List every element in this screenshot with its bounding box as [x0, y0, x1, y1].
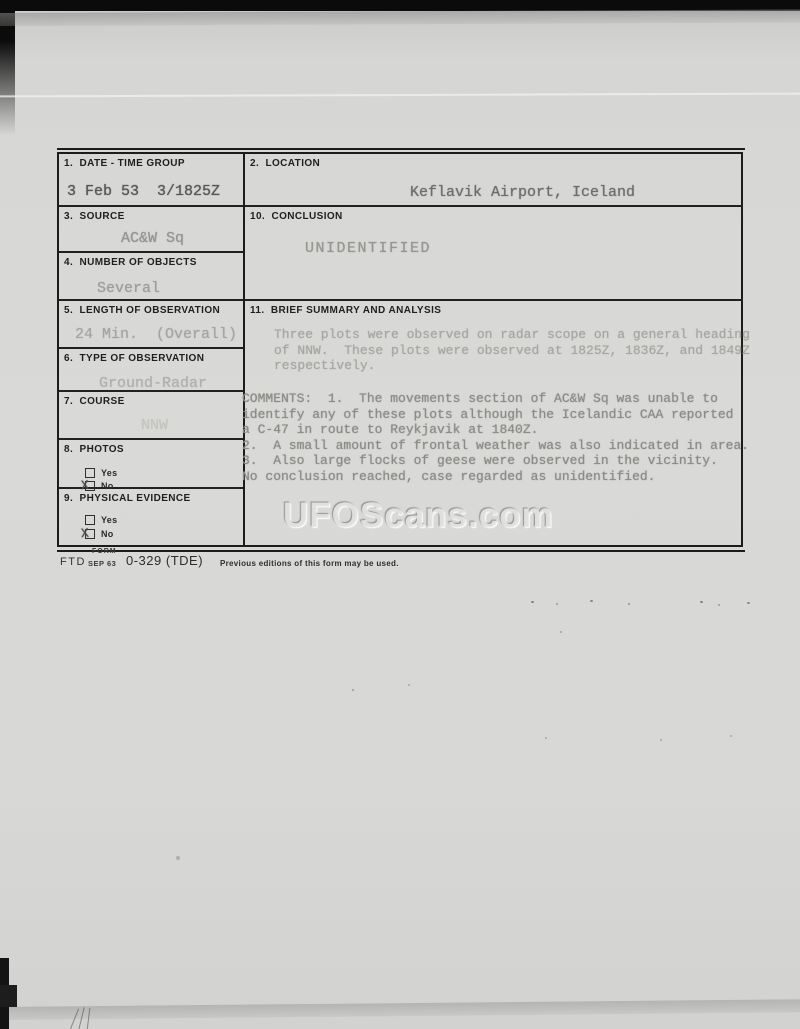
- ufo-report-form: [57, 152, 750, 547]
- physical-evidence-no-x-mark: X: [80, 525, 90, 542]
- physical-evidence-yes-label: Yes: [101, 514, 118, 525]
- field-length-of-observation-value: 24 Min. (Overall): [75, 326, 238, 343]
- field-conclusion-label: 10. CONCLUSION: [250, 211, 343, 222]
- field-source: [59, 207, 243, 253]
- field-conclusion: [245, 207, 743, 301]
- field-length-of-observation-label: 5. LENGTH OF OBSERVATION: [64, 305, 221, 316]
- dust-speck: [730, 735, 732, 737]
- field-date-time-group: [59, 154, 243, 207]
- comments-paragraph: [242, 391, 749, 485]
- paper-edge-seam: [0, 93, 800, 98]
- field-number-of-objects-value: Several: [97, 280, 161, 297]
- physical-evidence-yes-checkbox: [85, 515, 95, 525]
- dust-speck: [176, 856, 180, 860]
- field-physical-evidence: [59, 489, 243, 545]
- dust-speck: [408, 684, 410, 686]
- field-source-label: 3. SOURCE: [64, 211, 125, 222]
- photos-no-row: [80, 477, 114, 494]
- footer-form-word: FORM: [92, 548, 117, 555]
- dust-speck: [628, 603, 630, 605]
- dust-speck: [700, 601, 703, 603]
- comments-line: a C-47 in route to Reykjavik at 1840Z.: [242, 422, 539, 438]
- field-location: [245, 154, 743, 207]
- comments-line: No conclusion reached, case regarded as unidentified.: [242, 468, 656, 484]
- field-photos-label: 8. PHOTOS: [64, 444, 124, 455]
- summary-line: respectively.: [274, 358, 376, 373]
- comments-line: COMMENTS: 1. The movements section of AC&W Sq was unable to: [242, 391, 718, 406]
- field-location-value: Keflavik Airport, Iceland: [410, 184, 636, 201]
- table-border-line: [57, 148, 745, 150]
- ufoscans-watermark: UFOScans.com: [283, 496, 554, 535]
- photos-no-label: No: [101, 480, 114, 491]
- field-location-label: 2. LOCATION: [250, 158, 321, 169]
- dust-speck: [718, 604, 720, 606]
- dust-speck: [545, 737, 547, 739]
- physical-evidence-no-checkbox: [80, 525, 95, 542]
- field-brief-summary-label: 11. BRIEF SUMMARY AND ANALYSIS: [250, 305, 442, 316]
- field-type-of-observation: [59, 349, 243, 392]
- photos-yes-row: [85, 464, 117, 476]
- comments-line: identify any of these plots although the Icelandic CAA reported: [242, 406, 734, 422]
- comments-line: 2. A small amount of frontal weather was also indicated in area.: [242, 437, 750, 453]
- dust-speck: [560, 631, 562, 633]
- field-date-time-group-label: 1. DATE - TIME GROUP: [64, 158, 185, 169]
- field-type-of-observation-label: 6. TYPE OF OBSERVATION: [64, 353, 205, 364]
- summary-line: Three plots were observed on radar scope on a general heading: [274, 327, 750, 342]
- field-source-value: AC&W Sq: [121, 230, 185, 247]
- photos-yes-label: Yes: [101, 467, 118, 478]
- field-course-label: 7. COURSE: [64, 396, 125, 407]
- photos-no-x-mark: X: [80, 477, 90, 494]
- physical-evidence-no-label: No: [101, 528, 114, 539]
- scan-shadow-band-bottom: [0, 999, 800, 1020]
- dust-speck: [556, 603, 558, 605]
- summary-line: of NNW. These plots were observed at 1825Z, 1836Z, and 1849Z: [274, 342, 750, 358]
- field-course: [59, 392, 243, 440]
- dust-speck: [747, 602, 750, 604]
- physical-evidence-no-row: [80, 525, 114, 542]
- field-number-of-objects-label: 4. NUMBER OF OBJECTS: [64, 257, 197, 268]
- dust-speck: [352, 689, 354, 691]
- physical-evidence-yes-row: [85, 511, 117, 523]
- field-date-time-group-value: 3 Feb 53 3/1825Z: [67, 183, 221, 200]
- field-physical-evidence-label: 9. PHYSICAL EVIDENCE: [64, 493, 191, 504]
- field-length-of-observation: [59, 301, 243, 349]
- dust-speck: [531, 601, 534, 603]
- field-photos: [59, 440, 243, 494]
- footer-agency: FTD: [60, 556, 86, 568]
- field-number-of-objects: [59, 253, 243, 301]
- dust-speck: [590, 600, 593, 602]
- footer-form-number: 0-329 (TDE): [126, 553, 204, 568]
- field-conclusion-value: UNIDENTIFIED: [305, 240, 432, 257]
- summary-paragraph: [274, 327, 750, 374]
- field-type-of-observation-value: Ground-Radar: [99, 375, 208, 392]
- dust-speck: [660, 739, 662, 741]
- field-course-value: NNW: [141, 417, 169, 434]
- footer-editions-note: Previous editions of this form may be used.: [220, 559, 399, 568]
- scan-shadow-band-top: [0, 9, 800, 26]
- scan-edge-left-block: [0, 985, 17, 1007]
- footer-form-date: SEP 63: [88, 559, 117, 568]
- comments-line: 3. Also large flocks of geese were observed in the vicinity.: [242, 453, 718, 469]
- table-border-line: [57, 550, 745, 552]
